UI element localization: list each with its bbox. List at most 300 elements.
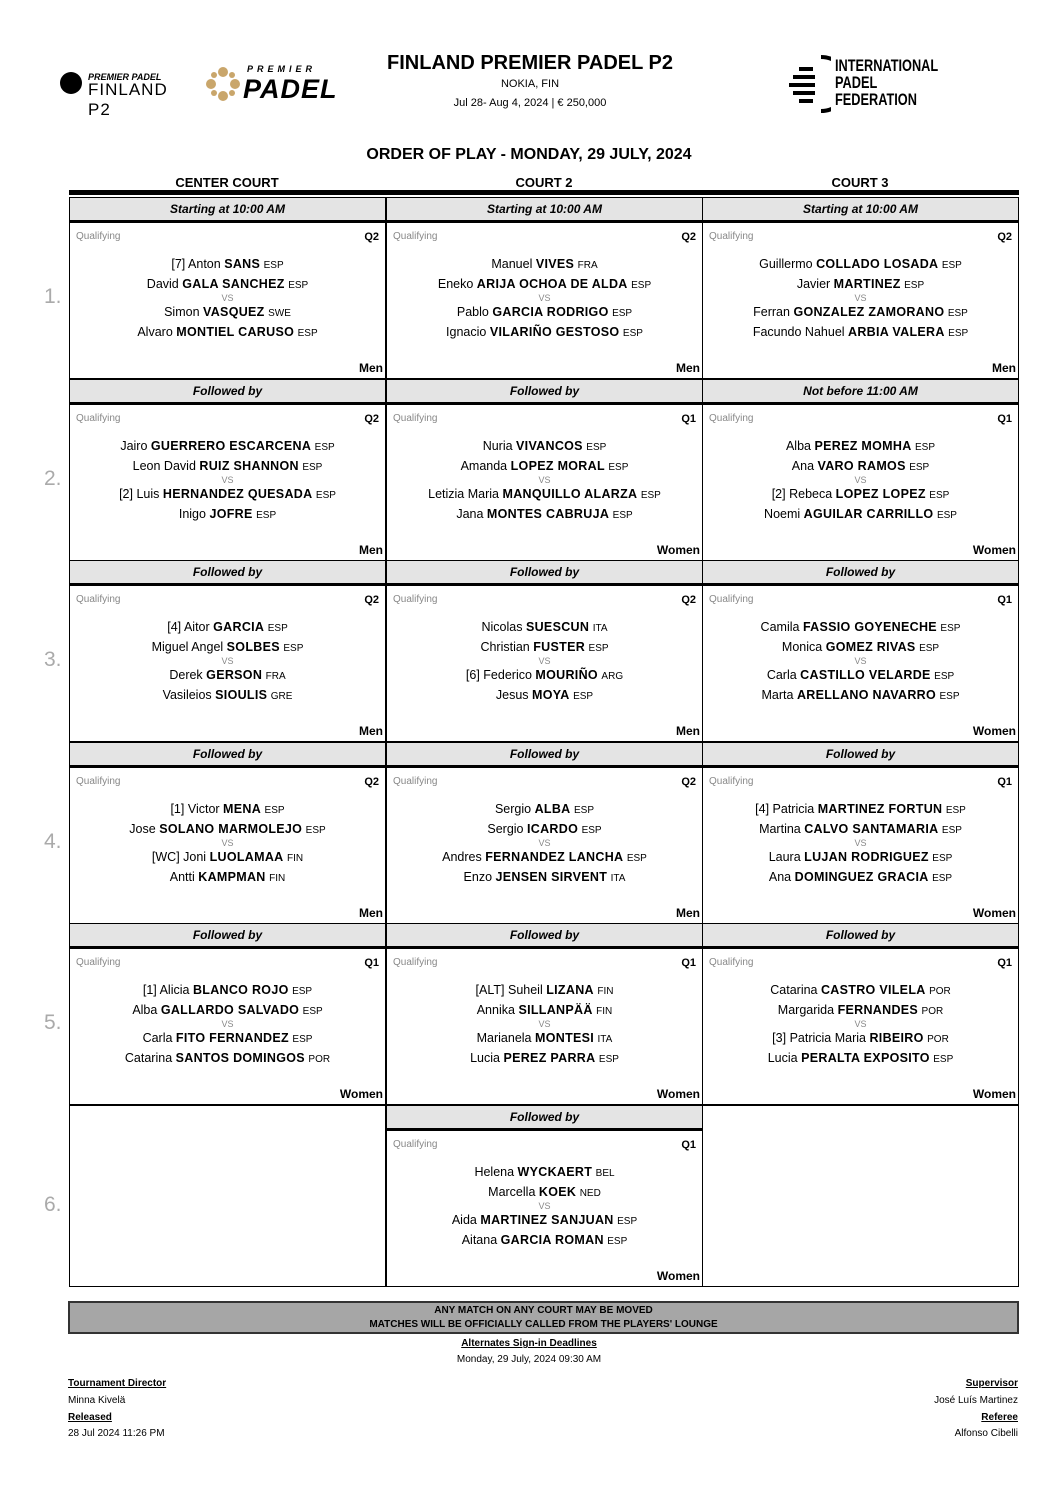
player-last-name: ICARDO [527,822,579,836]
player-last-name: VIVES [535,257,575,271]
player-last-name: SOLANO MARMOLEJO [159,822,303,836]
player [70,802,385,816]
round-label: Q1 [997,776,1012,788]
player-country: ESP [302,1006,323,1017]
player-country: ESP [612,308,633,319]
player [387,257,702,271]
player-country: FIN [596,1006,613,1017]
player [703,325,1018,339]
gender-label: Men [359,724,383,738]
player-country: ESP [617,1216,638,1227]
match-cell [386,949,703,1105]
player-country: ESP [947,308,968,319]
player [703,257,1018,271]
player-country: ESP [607,1236,628,1247]
player-country: ESP [292,1034,313,1045]
player [387,850,702,864]
player [70,257,385,271]
slot-time-header: Followed by [702,560,1019,586]
player-last-name: PEREZ PARRA [503,1051,596,1065]
vs-label: VS [221,475,234,485]
player-first-name: Jana [456,507,484,521]
player-first-name: Suheil [507,983,543,997]
player-first-name: Sergio [494,802,532,816]
match-cell [69,405,386,561]
player [387,305,702,319]
player-first-name: Patricia Maria [789,1031,866,1045]
player-last-name: KAMPMAN [198,870,266,884]
player-country: SWE [268,308,291,319]
player-first-name: Derek [169,668,203,682]
player-last-name: MANQUILLO ALARZA [502,487,638,501]
player-first-name: Noemi [764,507,801,521]
player-last-name: MARTINEZ FORTUN [817,802,943,816]
player-first-name: Alicia [159,983,190,997]
vs-label: VS [538,475,551,485]
player-first-name: Amanda [460,459,508,473]
vs-label: VS [538,656,551,666]
player-first-name: Annika [476,1003,515,1017]
player [387,640,702,654]
player-last-name: PEREZ MOMHA [814,439,912,453]
gender-label: Women [656,1269,700,1283]
player-country: ESP [292,986,313,997]
player-country: ESP [939,691,960,702]
player-first-name: Facundo Nahuel [752,325,845,339]
player-last-name: DOMINGUEZ GRACIA [794,870,929,884]
gender-label: Women [972,724,1016,738]
player [703,507,1018,521]
gender-label: Women [972,1087,1016,1101]
player-last-name: JOFRE [209,507,253,521]
player-last-name: LIZANA [546,983,594,997]
player [703,688,1018,702]
player [387,1213,702,1227]
row-number: 6. [44,1193,62,1216]
gender-label: Women [339,1087,383,1101]
player [70,640,385,654]
player-last-name: VARO RAMOS [817,459,906,473]
player-last-name: SOLBES [226,640,280,654]
player-last-name: ARBIA VALERA [848,325,945,339]
player-last-name: MENA [223,802,262,816]
player-last-name: MONTESI [535,1031,595,1045]
player-last-name: SANTOS DOMINGOS [175,1051,305,1065]
player-country: ESP [288,280,309,291]
empty-slot [702,1105,1019,1287]
player-country: ESP [612,510,633,521]
player [703,487,1018,501]
slot-time-header: Followed by [386,560,703,586]
player-first-name: Nicolas [481,620,523,634]
player-seed: [7] [171,257,186,271]
player-country: ESP [948,328,969,339]
player-first-name: Anton [188,257,221,271]
player-first-name: Helena [474,1165,515,1179]
player-last-name: ARIJA OCHOA DE ALDA [476,277,628,291]
player [387,668,702,682]
player-country: ESP [631,280,652,291]
player-first-name: David [146,277,179,291]
player [70,487,385,501]
gender-label: Men [676,906,700,920]
player-country: FRA [265,671,286,682]
player-first-name: Alba [785,439,811,453]
slot-time-header: Followed by [69,560,386,586]
player-country: ESP [263,260,284,271]
player-last-name: FASSIO GOYENECHE [802,620,937,634]
gender-label: Men [992,361,1016,375]
player-first-name: Guillermo [759,257,813,271]
event-label: Qualifying [76,594,121,605]
player-first-name: Ana [768,870,792,884]
vs-label: VS [221,656,234,666]
player [387,688,702,702]
slot-time-header: Followed by [386,742,703,768]
player [387,439,702,453]
player-last-name: LOPEZ MORAL [510,459,605,473]
player-first-name: Manuel [491,257,533,271]
round-label: Q1 [681,413,696,425]
player-first-name: Eneko [437,277,474,291]
player [387,802,702,816]
round-label: Q2 [364,413,379,425]
player [703,305,1018,319]
player [70,305,385,319]
player-country: POR [929,986,951,997]
row-number: 2. [44,467,62,490]
player-country: ESP [588,643,609,654]
player [387,1031,702,1045]
player [703,850,1018,864]
player-seed: [WC] [151,850,180,864]
player-first-name: Martina [759,822,801,836]
player [387,983,702,997]
player-last-name: MOYA [532,688,570,702]
notice-line2: MATCHES WILL BE OFFICIALLY CALLED FROM THE PLAYERS' LOUNGE [369,1319,718,1330]
match-cell [702,586,1019,742]
gender-label: Women [656,543,700,557]
player [387,1185,702,1199]
slot-time-header: Not before 11:00 AM [702,379,1019,405]
slot-time-header: Followed by [386,1105,703,1131]
player [703,983,1018,997]
alternates-label: Alternates Sign-in Deadlines [461,1338,597,1349]
player-first-name: Lucia [470,1051,500,1065]
player-first-name: Vasileios [162,688,212,702]
player-country: ESP [608,462,629,473]
player [703,1003,1018,1017]
court-header-2: COURT 2 [515,175,573,190]
player [70,983,385,997]
player-first-name: Carla [142,1031,173,1045]
event-label: Qualifying [76,957,121,968]
player-last-name: CASTILLO VELARDE [800,668,931,682]
alternates-deadline: Monday, 29 July, 2024 09:30 AM [456,1354,602,1365]
player [703,1031,1018,1045]
player-first-name: Aitor [183,620,210,634]
director-name: Minna Kivelä [68,1395,126,1406]
player-last-name: LOPEZ LOPEZ [835,487,926,501]
match-cell [386,405,703,561]
match-cell [386,768,703,924]
slot-time-header: Starting at 10:00 AM [386,197,703,223]
player-first-name: Ana [791,459,815,473]
player-last-name: MONTIEL CARUSO [176,325,295,339]
vs-label: VS [854,1019,867,1029]
player [70,507,385,521]
player-country: ESP [586,442,607,453]
round-label: Q2 [681,231,696,243]
player-country: NED [579,1188,601,1199]
player-country: ESP [302,462,323,473]
order-of-play-title: ORDER OF PLAY - MONDAY, 29 JULY, 2024 [366,146,692,163]
round-label: Q1 [997,957,1012,969]
player-last-name: PERALTA EXPOSITO [801,1051,930,1065]
player-first-name: Marianela [476,1031,532,1045]
vs-label: VS [854,838,867,848]
player-last-name: GALLARDO SALVADO [160,1003,300,1017]
player [703,459,1018,473]
player-country: ARG [601,671,624,682]
logo-mid-line2: PADEL [243,74,338,104]
round-label: Q1 [997,594,1012,606]
player-first-name: Nuria [482,439,513,453]
gender-label: Men [676,724,700,738]
player-country: ESP [936,510,957,521]
supervisor-label: Supervisor [965,1378,1018,1389]
player-seed: [2] [119,487,133,501]
player [387,822,702,836]
player-seed: [4] [755,802,770,816]
player-last-name: KOEK [538,1185,577,1199]
player-first-name: Luis [136,487,160,501]
gender-label: Women [972,543,1016,557]
player-seed: [3] [772,1031,787,1045]
player [387,870,702,884]
player-last-name: GALA SANCHEZ [182,277,285,291]
event-label: Qualifying [393,1139,438,1150]
player-first-name: Jesus [495,688,529,702]
player-last-name: MONTES CABRUJA [486,507,610,521]
gender-label: Men [359,906,383,920]
player-last-name: CALVO SANTAMARIA [804,822,939,836]
player [703,870,1018,884]
player-last-name: RUIZ SHANNON [199,459,299,473]
player-last-name: VILARIÑO GESTOSO [489,325,620,339]
gender-label: Women [656,1087,700,1101]
player-seed: [1] [170,802,185,816]
match-cell [386,586,703,742]
player-country: ESP [283,643,304,654]
player-last-name: ALBA [534,802,571,816]
player-first-name: Catarina [770,983,818,997]
player-seed: [6] [465,668,480,682]
vs-label: VS [854,475,867,485]
event-label: Qualifying [709,413,754,424]
player-first-name: Patricia [772,802,815,816]
player-country: ESP [934,671,955,682]
player-last-name: WYCKAERT [517,1165,593,1179]
player-first-name: Antti [169,870,195,884]
player-last-name: SIOULIS [215,688,268,702]
player-first-name: Victor [187,802,220,816]
ipf-ball-icon [785,55,831,113]
player-country: ESP [305,825,326,836]
player-last-name: MARTINEZ [833,277,901,291]
player-country: ESP [598,1054,619,1065]
vs-label: VS [538,1019,551,1029]
event-label: Qualifying [393,594,438,605]
round-label: Q2 [681,776,696,788]
player-first-name: Andres [442,850,482,864]
player-last-name: HERNANDEZ QUESADA [162,487,313,501]
player [387,325,702,339]
player-country: FRA [577,260,598,271]
player-country: ESP [622,328,643,339]
player [70,620,385,634]
player [70,1003,385,1017]
slot-time-header: Starting at 10:00 AM [702,197,1019,223]
player-country: ITA [592,623,608,634]
player-country: ESP [941,825,962,836]
player-first-name: Leon David [132,459,196,473]
player-last-name: CASTRO VILELA [820,983,926,997]
round-label: Q2 [364,776,379,788]
vs-label: VS [538,838,551,848]
player-country: BEL [595,1168,615,1179]
slot-time-header: Followed by [702,742,1019,768]
ipf-logo [785,55,939,113]
player-first-name: Jairo [120,439,148,453]
match-cell [69,768,386,924]
gender-label: Men [359,361,383,375]
player [387,459,702,473]
player-first-name: Enzo [463,870,493,884]
slot-time-header: Followed by [386,923,703,949]
row-number: 1. [44,285,62,308]
player-seed: [2] [771,487,786,501]
player [70,1031,385,1045]
gender-label: Men [676,361,700,375]
player [703,640,1018,654]
player [70,1051,385,1065]
player [387,487,702,501]
round-label: Q1 [681,957,696,969]
player-country: ESP [314,442,335,453]
player-country: ESP [315,490,336,501]
player-last-name: GARCIA ROMAN [500,1233,604,1247]
tournament-location: NOKIA, FIN [500,78,560,90]
player-country: ESP [256,510,277,521]
gender-label: Men [359,543,383,557]
player-first-name: Margarida [777,1003,835,1017]
player-first-name: Sergio [487,822,524,836]
slot-time-header: Starting at 10:00 AM [69,197,386,223]
event-label: Qualifying [709,776,754,787]
round-label: Q2 [364,231,379,243]
ipf-text: INTERNATIONAL PADEL FEDERATION [835,56,939,109]
player-last-name: VASQUEZ [203,305,265,319]
court-header-3: COURT 3 [831,175,889,190]
logo-mid-line1: PREMIER [247,64,317,74]
player-last-name: AGUILAR CARRILLO [803,507,934,521]
empty-slot [69,1105,386,1287]
vs-label: VS [538,1201,551,1211]
player-first-name: Ferran [753,305,790,319]
match-cell [69,586,386,742]
player-seed: [ALT] [475,983,505,997]
player-country: ESP [941,260,962,271]
player [70,870,385,884]
player-country: ESP [929,490,950,501]
player-first-name: Miguel Angel [151,640,224,654]
player-country: ESP [264,805,285,816]
round-label: Q1 [997,413,1012,425]
player [70,850,385,864]
event-label: Qualifying [393,776,438,787]
player-first-name: Laura [768,850,801,864]
player-country: ITA [610,873,626,884]
player-country: ESP [581,825,602,836]
player [703,802,1018,816]
player-last-name: SILLANPÄÄ [518,1003,593,1017]
event-label: Qualifying [709,594,754,605]
player-country: ITA [597,1034,613,1045]
player-country: ESP [573,691,594,702]
player [703,1051,1018,1065]
player-last-name: COLLADO LOSADA [816,257,939,271]
slot-time-header: Followed by [386,379,703,405]
player-last-name: GUERRERO ESCARCENA [150,439,312,453]
player [70,459,385,473]
player-last-name: SANS [224,257,261,271]
flower-icon [205,66,241,102]
slot-time-header: Followed by [69,379,386,405]
player-first-name: Carla [766,668,797,682]
player-country: GRE [270,691,293,702]
player-country: ESP [940,623,961,634]
player-country: ESP [297,328,318,339]
player-last-name: FITO FERNANDEZ [175,1031,289,1045]
player [703,620,1018,634]
player-last-name: GONZALEZ ZAMORANO [793,305,945,319]
match-cell [702,768,1019,924]
player-seed: [1] [142,983,157,997]
player-country: ESP [919,643,940,654]
player-first-name: Lucia [767,1051,798,1065]
event-label: Qualifying [393,957,438,968]
player-first-name: Alvaro [137,325,173,339]
player [387,1233,702,1247]
player-first-name: Camila [760,620,800,634]
player-country: FIN [286,853,304,864]
player-country: ESP [933,1054,954,1065]
director-label: Tournament Director [68,1378,167,1389]
vs-label: VS [854,656,867,666]
player-country: ESP [932,873,953,884]
player-last-name: FERNANDES [837,1003,919,1017]
player-first-name: Pablo [456,305,489,319]
vs-label: VS [221,293,234,303]
player-last-name: MOURIÑO [535,668,598,682]
event-label: Qualifying [393,413,438,424]
player-last-name: SUESCUN [525,620,590,634]
player-last-name: FERNANDEZ LANCHA [485,850,624,864]
released-time: 28 Jul 2024 11:26 PM [68,1428,165,1439]
logo-left-line1: PREMIER PADEL [88,72,162,82]
player-country: ESP [267,623,288,634]
